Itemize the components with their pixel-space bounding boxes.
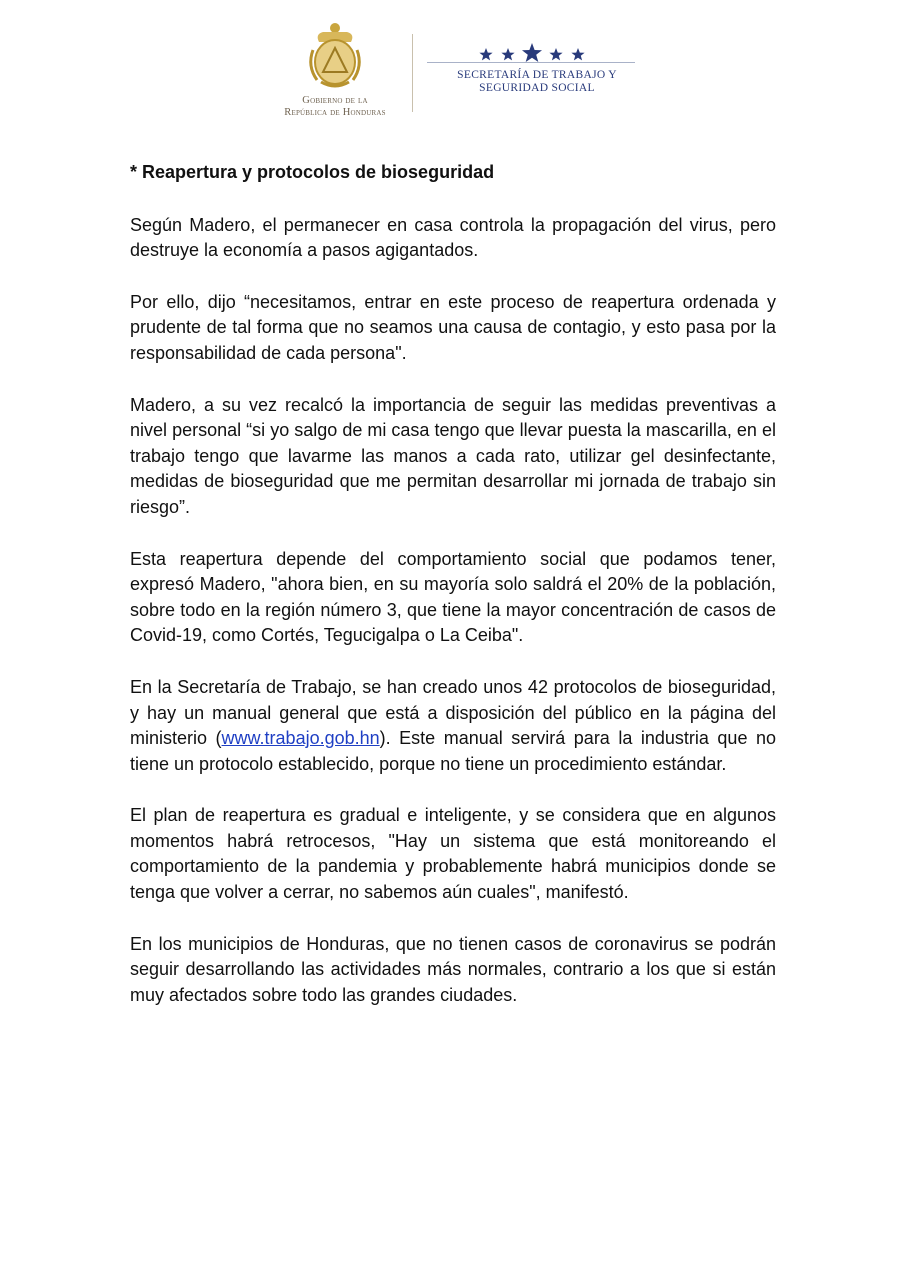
paragraph: Por ello, dijo “necesitamos, entrar en este proceso de reapertura ordenada y prudente de tal forma que no seamos una causa de contagio, y esto pasa por la responsabilidad de cada persona". (130, 291, 776, 363)
paragraph: Según Madero, el permanecer en casa controla la propagación del virus, pero destruye la economía a pasos agigantados. (130, 214, 776, 261)
secretaria-name (427, 69, 647, 95)
paragraph: El plan de reapertura es gradual e inteligente, y se considera que en algunos momentos habrá retrocesos, "Hay un sistema que está monitoreando el comportamiento de la pandemia y probablemente habrá municipios donde se tenga que volver a cerrar, no sabemos aún cuales", manifestó. (130, 805, 776, 903)
letterhead (0, 0, 905, 130)
ministry-website-link[interactable]: www.trabajo.gob.hn (221, 728, 380, 749)
secretaria-rule (427, 62, 635, 63)
gov-line-2: República de Honduras (284, 107, 386, 118)
paragraph: Esta reapertura depende del comportamiento social que podamos tener, expresó Madero, "ahora bien, en su mayoría solo saldrá el 20% de la población, sobre todo en la región número 3, que tiene la mayor concentración de casos de Covid-19, como Cortés, Tegucigalpa o La Ceiba". (130, 548, 776, 646)
section-heading: * Reapertura y protocolos de bioseguridad (130, 162, 495, 182)
coat-of-arms-icon (305, 20, 365, 92)
sec-line-2: SEGURIDAD SOCIAL (479, 82, 595, 94)
paragraph-with-link (130, 675, 776, 777)
document-body (130, 160, 776, 1034)
letterhead-divider (412, 34, 413, 112)
paragraph-text: ). Este manual servirá para la industria que no tiene un protocolo establecido, porque no tiene un procedimiento estándar. (130, 728, 777, 774)
stars-icon (478, 42, 588, 64)
paragraph: En los municipios de Honduras, que no tienen casos de coronavirus se podrán seguir desarrollando las actividades más normales, contrario a los que si están muy afectados sobre todo las grandes ciudades. (130, 933, 776, 1005)
paragraph: Madero, a su vez recalcó la importancia de seguir las medidas preventivas a nivel personal “si yo salgo de mi casa tengo que llevar puesta la mascarilla, en el trabajo tengo que lavarme las manos a cada rato, utilizar gel desinfectante, medidas de bioseguridad que me permitan desarrollar mi jornada de trabajo sin riesgo”. (130, 394, 776, 517)
paragraph-text: En la Secretaría de Trabajo, se han creado unos 42 protocolos de bioseguridad, y hay un manual general que está a disposición del público en la página del ministerio ( (130, 676, 776, 749)
gov-line-1: Gobierno de la (302, 95, 368, 106)
government-name (250, 95, 420, 119)
sec-line-1: SECRETARÍA DE TRABAJO Y (457, 69, 617, 81)
